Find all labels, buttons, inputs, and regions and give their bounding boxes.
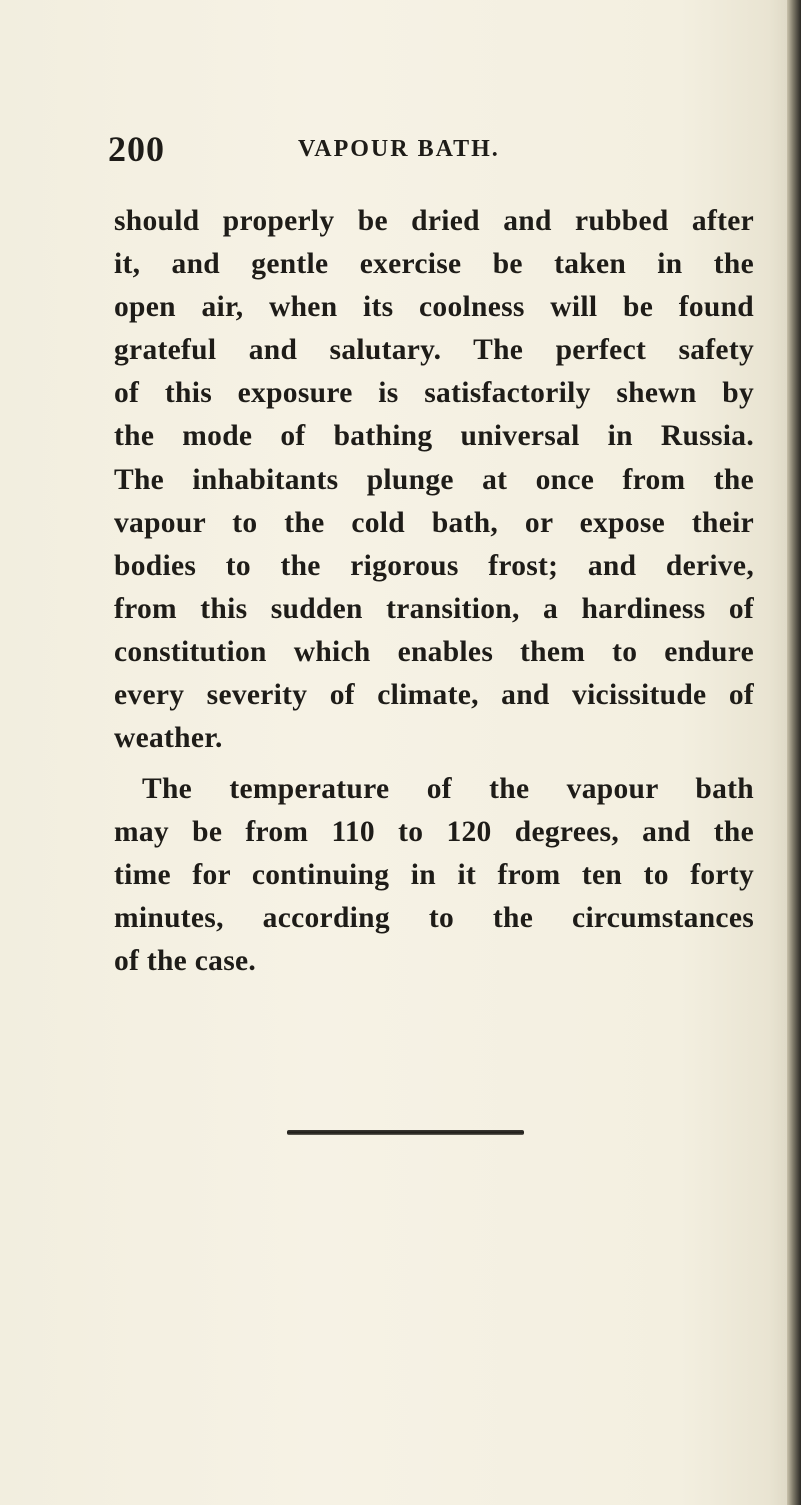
text-line: from this sudden transition, a hardiness of [114, 592, 754, 625]
text-line: should properly be dried and rubbed after [114, 205, 754, 237]
paragraph-2 [114, 768, 754, 983]
text-line: bodies to the rigorous frost; and derive, [114, 549, 754, 582]
text-line: The inhabitants plunge at once from the [114, 463, 754, 496]
running-head: VAPOUR BATH. [298, 136, 500, 162]
book-spine-edge [787, 0, 801, 1505]
text-line: The temperature of the vapour bath [142, 773, 754, 805]
text-line: every severity of climate, and vicissitude of [114, 679, 754, 712]
text-line: weather. [114, 722, 223, 755]
text-line: minutes, according to the circumstances [114, 902, 754, 935]
paragraph-1 [114, 200, 754, 760]
text-line: constitution which enables them to endure [114, 635, 754, 668]
text-line: of this exposure is satisfactorily shewn by [114, 377, 754, 410]
text-line: it, and gentle exercise be taken in the [114, 248, 754, 281]
text-line: grateful and salutary. The perfect safety [114, 334, 754, 367]
text-line: vapour to the cold bath, or expose their [114, 506, 754, 539]
text-line: of the case. [114, 945, 257, 978]
text-line: may be from 110 to 120 degrees, and the [114, 816, 754, 849]
text-line: time for continuing in it from ten to forty [114, 859, 754, 892]
page-number: 200 [108, 129, 165, 169]
end-rule [287, 1130, 524, 1135]
text-line: open air, when its coolness will be found [114, 291, 754, 324]
page-header [108, 128, 668, 172]
text-line: the mode of bathing universal in Russia. [114, 420, 754, 453]
